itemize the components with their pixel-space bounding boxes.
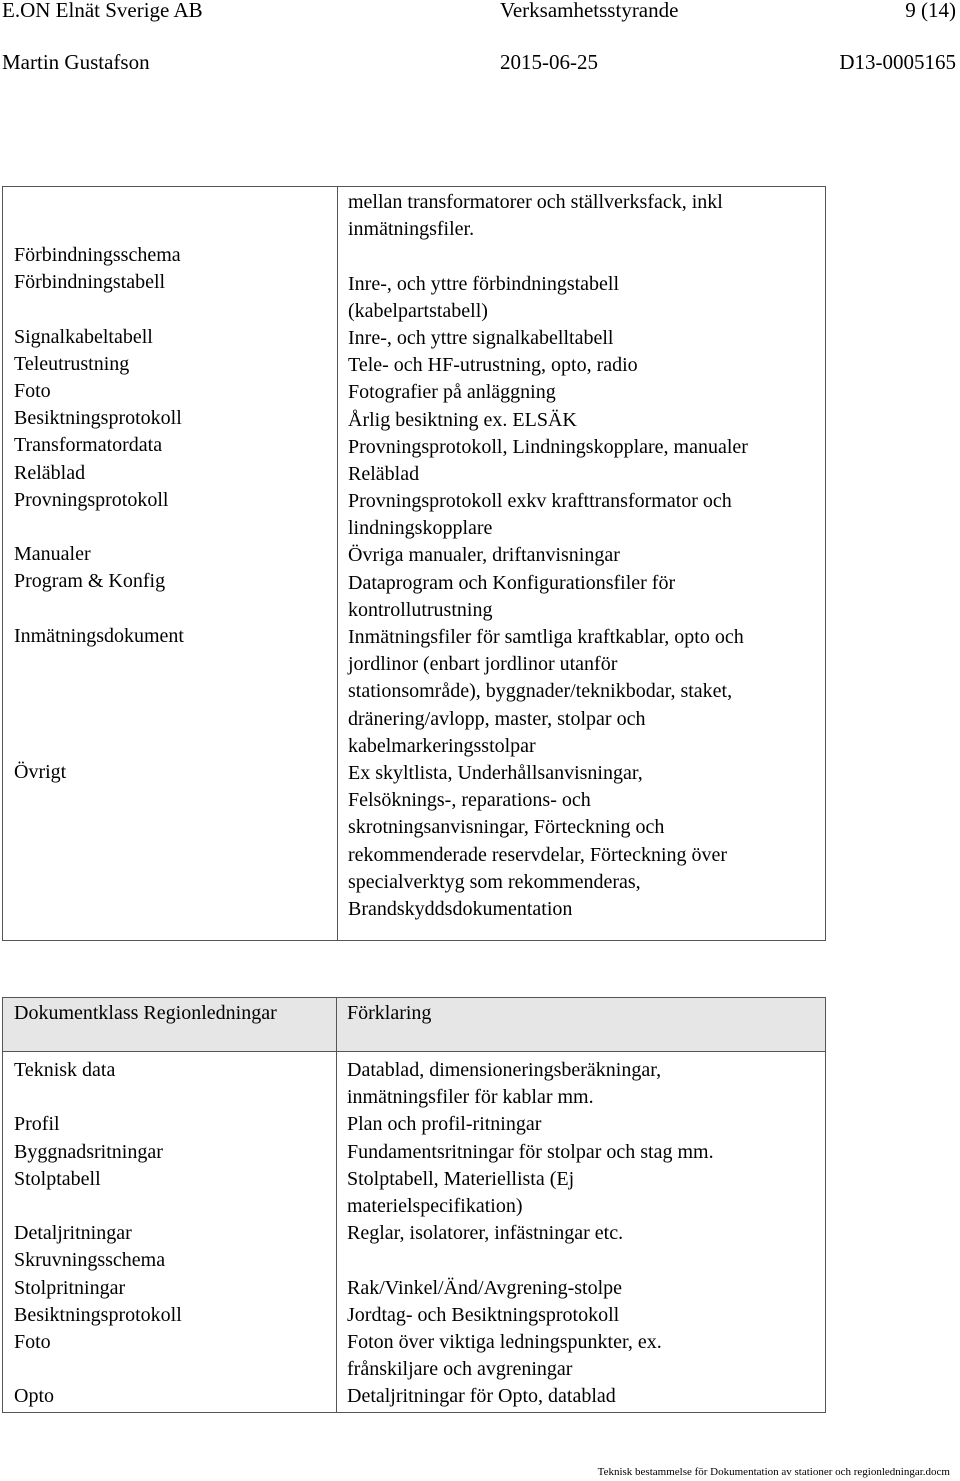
document-class-column bbox=[3, 1052, 337, 1413]
text-line: Inmätningsdokument bbox=[14, 624, 184, 647]
text-line: Provningsprotokoll exkv krafttransformator och bbox=[348, 490, 732, 513]
text-line: Ex skyltlista, Underhållsanvisningar, bbox=[348, 761, 643, 784]
explanation-column bbox=[338, 187, 826, 941]
text-line: Stolptabell, Materiellista (Ej bbox=[347, 1167, 575, 1190]
table-row bbox=[3, 1052, 826, 1413]
text-line: Förbindningsschema bbox=[14, 244, 181, 266]
text-line bbox=[3, 650, 337, 677]
header-row-2 bbox=[0, 50, 960, 80]
text-line bbox=[3, 1193, 336, 1220]
text-line: Felsöknings-, reparations- och bbox=[348, 789, 591, 812]
text-line: Opto bbox=[14, 1385, 54, 1408]
text-line: kontrollutrustning bbox=[348, 598, 493, 621]
text-line: Provningsprotokoll, Lindningskopplare, manualer bbox=[348, 435, 748, 458]
text-line: Transformatordata bbox=[14, 434, 163, 457]
table-header-row bbox=[3, 998, 826, 1052]
department: Verksamhetsstyrande bbox=[500, 0, 679, 22]
text-line: Inmätningsfiler för samtliga kraftkablar, opto och bbox=[348, 626, 744, 648]
document-id: D13-0005165 bbox=[839, 50, 956, 74]
text-line: (kabelpartstabell) bbox=[348, 299, 488, 322]
column-header: Dokumentklass Regionledningar bbox=[14, 1002, 277, 1024]
text-line: materielspecifikation) bbox=[347, 1194, 523, 1217]
explanation-column bbox=[337, 1052, 826, 1413]
text-line bbox=[3, 1084, 336, 1111]
text-line: Inre-, och yttre signalkabelltabell bbox=[348, 326, 614, 349]
document-date: 2015-06-25 bbox=[500, 50, 598, 74]
text-line: Rak/Vinkel/Änd/Avgrening-stolpe bbox=[347, 1276, 623, 1299]
text-line: Program & Konfig bbox=[14, 570, 166, 593]
text-line: mellan transformatorer och ställverksfack, inkl bbox=[348, 191, 723, 213]
text-line bbox=[3, 731, 337, 758]
text-line bbox=[3, 704, 337, 731]
text-line: Byggnadsritningar bbox=[14, 1140, 163, 1163]
text-line: inmätningsfiler. bbox=[348, 218, 475, 241]
text-line bbox=[3, 296, 337, 323]
text-line: Besiktningsprotokoll bbox=[14, 407, 182, 430]
text-line: Teleutrustning bbox=[14, 352, 130, 375]
column-header: Förklaring bbox=[347, 1002, 432, 1024]
text-line: lindningskopplare bbox=[348, 517, 493, 540]
text-line: Jordtag- och Besiktningsprotokoll bbox=[347, 1303, 620, 1326]
text-line: Plan och profil-ritningar bbox=[347, 1113, 542, 1136]
text-line: jordlinor (enbart jordlinor utanför bbox=[348, 653, 618, 676]
text-line bbox=[3, 677, 337, 704]
text-line: Reglar, isolatorer, infästningar etc. bbox=[347, 1222, 624, 1245]
text-line: Fotografier på anläggning bbox=[348, 381, 556, 404]
text-line: Övrigt bbox=[14, 760, 67, 783]
text-line: frånskiljare och avgreningar bbox=[347, 1358, 573, 1381]
text-line: Teknisk data bbox=[14, 1059, 116, 1081]
text-line: Reläblad bbox=[14, 461, 86, 484]
text-line: stationsområde), byggnader/teknikbodar, staket, bbox=[348, 680, 733, 703]
header-row-1 bbox=[0, 0, 960, 28]
text-line bbox=[3, 514, 337, 541]
text-line: Datablad, dimensioneringsberäkningar, bbox=[347, 1059, 662, 1081]
text-line: Dataprogram och Konfigurationsfiler för bbox=[348, 571, 676, 594]
text-line: Fundamentsritningar för stolpar och stag mm. bbox=[347, 1140, 714, 1163]
author: Martin Gustafson bbox=[2, 50, 150, 74]
text-line: kabelmarkeringsstolpar bbox=[348, 734, 536, 757]
station-documents-table bbox=[2, 186, 826, 941]
text-line: Manualer bbox=[14, 543, 91, 566]
footer-filename: Teknisk bestammelse för Dokumentation av stationer och regionledningar.docm bbox=[597, 1466, 950, 1478]
text-line: Foto bbox=[14, 1330, 51, 1353]
text-line: Övriga manualer, driftanvisningar bbox=[348, 544, 620, 567]
text-line: skrotningsanvisningar, Förteckning och bbox=[348, 816, 665, 839]
text-line: Skruvningsschema bbox=[14, 1249, 166, 1272]
text-line: Signalkabeltabell bbox=[14, 325, 153, 348]
text-line: specialverktyg som rekommenderas, bbox=[348, 870, 641, 893]
text-line: Profil bbox=[14, 1113, 60, 1136]
text-line: Foto bbox=[14, 379, 51, 402]
text-line: Stolpritningar bbox=[14, 1276, 126, 1299]
header-cell-explanation bbox=[337, 998, 826, 1052]
text-line: Detaljritningar bbox=[14, 1222, 132, 1245]
document-class-column bbox=[3, 187, 338, 941]
text-line: Inre-, och yttre förbindningstabell bbox=[348, 272, 620, 295]
table-row bbox=[3, 187, 826, 941]
text-line: Besiktningsprotokoll bbox=[14, 1303, 182, 1326]
text-line: Förbindningstabell bbox=[14, 271, 166, 294]
text-line bbox=[338, 243, 825, 270]
regional-lines-table bbox=[2, 997, 826, 1413]
text-line: Foton över viktiga ledningspunkter, ex. bbox=[347, 1330, 662, 1353]
text-line bbox=[3, 1356, 336, 1383]
company-name: E.ON Elnät Sverige AB bbox=[2, 0, 203, 22]
header-cell-document-class bbox=[3, 998, 337, 1052]
text-line: inmätningsfiler för kablar mm. bbox=[347, 1086, 594, 1109]
text-line: Tele- och HF-utrustning, opto, radio bbox=[348, 354, 638, 377]
text-line: Brandskyddsdokumentation bbox=[348, 897, 573, 920]
text-line: Årlig besiktning ex. ELSÄK bbox=[348, 408, 577, 431]
text-line: Detaljritningar för Opto, datablad bbox=[347, 1385, 616, 1408]
text-line: Reläblad bbox=[348, 462, 420, 485]
text-line bbox=[337, 1247, 825, 1274]
text-line bbox=[3, 595, 337, 622]
text-line: dränering/avlopp, master, stolpar och bbox=[348, 707, 646, 730]
page-number: 9 (14) bbox=[905, 0, 956, 22]
text-line: Stolptabell bbox=[14, 1167, 101, 1190]
text-line: rekommenderade reservdelar, Förteckning över bbox=[348, 843, 728, 866]
text-line: Provningsprotokoll bbox=[14, 488, 169, 511]
